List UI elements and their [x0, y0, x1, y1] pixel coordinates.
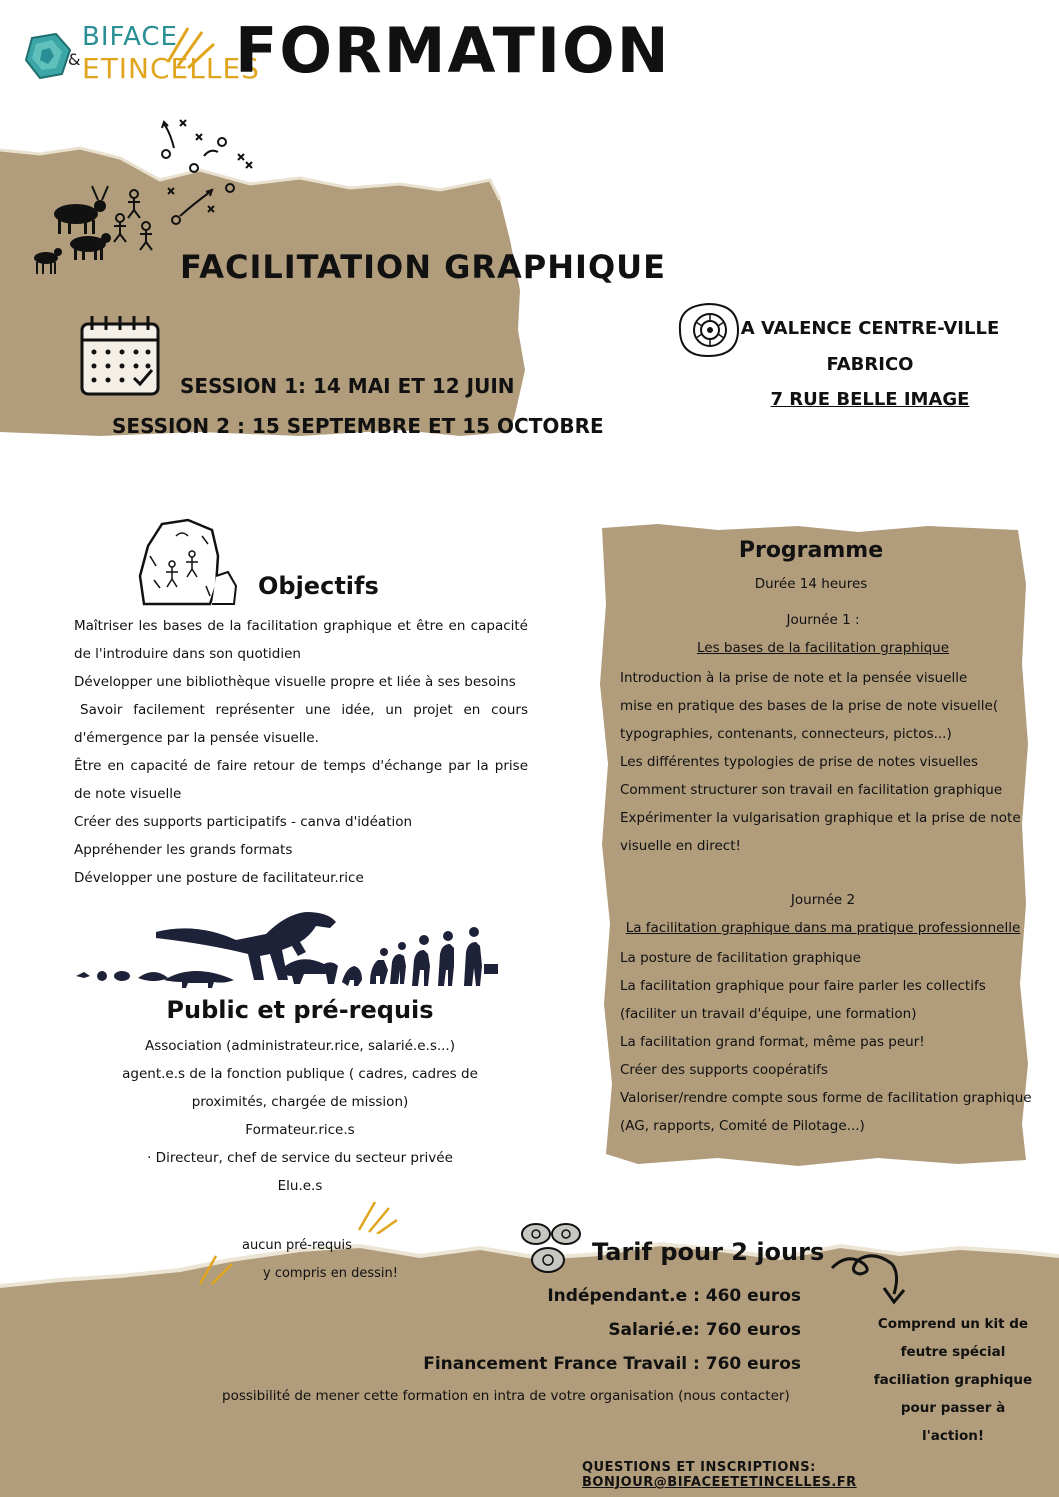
fossil-icon	[518, 1218, 588, 1278]
programme-item: Les différentes typologies de prise de notes visuelles	[620, 754, 979, 770]
logo-ampersand: &	[68, 50, 81, 69]
programme-item: mise en pratique des bases de la prise de note visuelle( typographies, contenants, connecteurs, pictos...)	[620, 698, 999, 742]
kit-line: feutre spécial	[900, 1344, 1006, 1360]
public-item: · Directeur, chef de service du secteur privée	[147, 1150, 453, 1166]
prereq-line-1: aucun pré-requis	[242, 1238, 352, 1253]
location-city: A VALENCE CENTRE-VILLE	[740, 318, 1000, 339]
public-item: Formateur.rice.s	[245, 1122, 355, 1138]
rays-icon	[355, 1198, 399, 1234]
objectifs-title: Objectifs	[258, 572, 379, 600]
location-venue: FABRICO	[826, 354, 914, 375]
public-title: Public et pré-requis	[166, 996, 434, 1024]
objectif-item: Savoir facilement représenter une idée, un projet en cours d'émergence par la pensée visuelle.	[74, 702, 528, 746]
objectif-item: Créer des supports participatifs - canva d'idéation	[74, 814, 413, 830]
day1-label: Journée 1 :	[786, 612, 860, 628]
day2-label: Journée 2	[790, 892, 856, 908]
day2-list	[620, 944, 1032, 1140]
rays-icon	[160, 22, 220, 72]
logo-text-etincelles: ETINCELLES	[82, 52, 260, 85]
objectif-item: Développer une bibliothèque visuelle propre et liée à ses besoins	[74, 674, 516, 690]
price-independant: Indépendant.e : 460 euros	[547, 1286, 801, 1306]
programme-item: Comment structurer son travail en facilitation graphique	[620, 782, 1003, 798]
kit-line: pour passer à l'action!	[900, 1400, 1006, 1444]
programme-item: Expérimenter la vulgarisation graphique et la prise de note visuelle en direct!	[620, 810, 1021, 854]
evolution-silhouette-icon	[72, 904, 502, 990]
public-list	[100, 1032, 500, 1200]
rock-drawing-icon	[136, 516, 240, 608]
page-title: FORMATION	[235, 14, 671, 87]
logo-text-biface: BIFACE	[82, 22, 178, 52]
ammonite-icon	[672, 298, 744, 362]
contact-line	[582, 1460, 1059, 1490]
public-item: agent.e.s de la fonction publique ( cadres, cadres de proximités, chargée de mission)	[122, 1066, 478, 1110]
price-salarie: Salarié.e: 760 euros	[608, 1320, 801, 1340]
intra-note: possibilité de mener cette formation en intra de votre organisation (nous contacter)	[222, 1388, 790, 1404]
programme-item: Introduction à la prise de note et la pensée visuelle	[620, 670, 968, 686]
objectif-item: Maîtriser les bases de la facilitation graphique et être en capacité de l'introduire dans son quotidien	[74, 618, 528, 662]
programme-item: La posture de facilitation graphique	[620, 950, 861, 966]
price-france-travail: Financement France Travail : 760 euros	[423, 1354, 801, 1374]
public-item: Association (administrateur.rice, salarié.e.s...)	[145, 1038, 455, 1054]
gem-logo-icon	[22, 30, 74, 82]
kit-line: Comprend un kit de	[877, 1316, 1029, 1332]
programme-item: La facilitation graphique pour faire parler les collectifs (faciliter un travail d'équipe, une formation)	[620, 978, 986, 1022]
contact-email-link[interactable]: BONJOUR@BIFACEETETINCELLES.FR	[582, 1475, 857, 1490]
programme-item: Créer des supports coopératifs	[620, 1062, 828, 1078]
objectif-item: Développer une posture de facilitateur.rice	[74, 870, 364, 886]
kit-line: faciliation graphique	[873, 1372, 1033, 1388]
objectif-item: Appréhender les grands formats	[74, 842, 293, 858]
tarif-title: Tarif pour 2 jours	[592, 1238, 825, 1266]
course-title: FACILITATION GRAPHIQUE	[180, 248, 666, 286]
programme-item: Valoriser/rendre compte sous forme de facilitation graphique (AG, rapports, Comité de Pilotage...)	[620, 1090, 1032, 1134]
location-address: 7 RUE BELLE IMAGE	[770, 389, 970, 410]
day1-list	[620, 664, 1032, 860]
session-2-dates: SESSION 2 : 15 SEPTEMBRE ET 15 OCTOBRE	[112, 414, 604, 438]
kit-note	[868, 1310, 1038, 1450]
rays-icon	[196, 1250, 236, 1286]
programme-item: La facilitation grand format, même pas peur!	[620, 1034, 925, 1050]
cave-drawing-icon	[28, 180, 168, 280]
objectifs-list	[74, 612, 528, 892]
strategy-doodle-icon	[150, 112, 260, 232]
contact-label: QUESTIONS ET INSCRIPTIONS:	[582, 1460, 816, 1475]
calendar-icon	[78, 312, 164, 398]
public-item: Elu.e.s	[277, 1178, 323, 1194]
day1-title: Les bases de la facilitation graphique	[696, 640, 950, 656]
programme-duration: Durée 14 heures	[754, 576, 868, 592]
programme-title: Programme	[738, 538, 884, 563]
day2-title: La facilitation graphique dans ma pratique professionnelle	[625, 920, 1021, 936]
arrow-icon	[828, 1250, 918, 1314]
objectif-item: Être en capacité de faire retour de temps d'échange par la prise de note visuelle	[74, 758, 528, 802]
prereq-line-2: y compris en dessin!	[263, 1266, 398, 1281]
session-1-dates: SESSION 1: 14 MAI ET 12 JUIN	[180, 374, 515, 398]
